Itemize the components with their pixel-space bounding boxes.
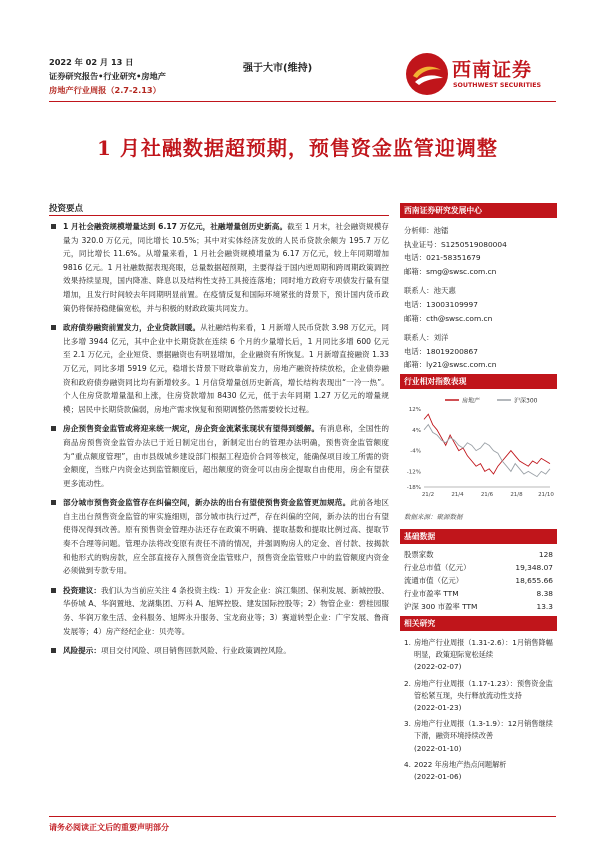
item-date: (2022-01-06) — [414, 772, 462, 782]
item-date: (2022-01-10) — [414, 743, 462, 753]
paragraph-lead: 政府债券融资前置发力，企业贷款回暖。 — [63, 323, 201, 333]
data-key: 流通市值（亿元） — [404, 576, 464, 585]
paragraph — [49, 584, 389, 638]
header-meta — [49, 55, 166, 97]
paragraph-body: 项目交付风险、项目销售回款风险、行业政策调控风险。 — [100, 646, 291, 656]
legend-label: 沪深300 — [514, 397, 538, 405]
paragraph-lead: 部分城市预售资金监管存在纠偏空间，新办法的出台有望使预售资金监管更加规范。 — [63, 498, 351, 508]
x-tick-label: 21/6 — [480, 492, 494, 498]
related-item[interactable] — [404, 637, 553, 674]
analyst-line: 分析师：池镭 — [404, 226, 449, 235]
rating: 强于大市(维持) — [243, 63, 313, 74]
y-tick-label: -4% — [410, 448, 421, 455]
bullet-icon — [51, 588, 56, 593]
page-title: 1 月社融数据超预期，预售资金监管迎调整 — [97, 136, 498, 160]
item-title: 2022 年房地产热点问题解析 — [414, 759, 507, 769]
item-number: 2. — [404, 678, 411, 688]
item-date: (2022-01-23) — [414, 703, 462, 713]
report-series: 房地产行业周报（2.7-2.13） — [49, 85, 161, 95]
data-key: 行业市盈率 TTM — [404, 589, 459, 598]
x-tick-label: 21/4 — [451, 492, 464, 498]
perf-chart — [400, 391, 557, 506]
y-tick-label: 4% — [412, 427, 421, 434]
data-value: 18,655.66 — [515, 576, 553, 585]
related-item[interactable] — [404, 759, 553, 783]
paragraph-body: 有消息称，全国性的商品房预售资金监管办法已于近日制定出台，新制定出台的管理办法明确，预售资金监管额度为“重点额度管理”，由市县级城乡建设部门根据工程造价合同等核定，能确保项目竣工所需的资金额度，当账户内资金达到监管额度后，超出额度的资金可以由房企提取自由使用，房企有望获更多流动性。 — [63, 424, 390, 488]
data-value: 13.3 — [536, 602, 553, 611]
data-row — [400, 587, 557, 600]
related-item[interactable] — [404, 678, 553, 715]
company-logo — [405, 52, 555, 96]
analyst-heading: 西南证券研究发展中心 — [400, 203, 557, 218]
analyst-line: 联系人：刘洋 — [404, 333, 449, 343]
item-date: (2022-02-07) — [414, 662, 462, 672]
data-row — [400, 574, 557, 587]
data-value: 19,348.07 — [515, 563, 553, 572]
data-key: 行业总市值（亿元） — [404, 563, 471, 572]
item-number: 1. — [404, 638, 411, 647]
analyst-email[interactable]: 邮箱：cth@swsc.com.cn — [404, 313, 493, 323]
footer-rule — [49, 816, 556, 817]
paragraph — [49, 220, 389, 315]
logo-text: 西南证券 — [452, 59, 533, 81]
item-number: 4. — [404, 759, 411, 769]
x-tick-label: 21/8 — [510, 492, 523, 498]
paragraph-body: 截至 1 月末，社会融资规模存量为 320.0 万亿元，同比增长 10.5%；其中对实体经济发放的人民币贷款余额为 195.7 万亿元，同比增长 11.6%。从增量来看，1 月社会融资规模增量为 6.17 万亿元，较上年同期增加 9816 亿元。1 月社融数据表现亮眼，总量数据超预期，主要得益于国内逆周期和跨周期政策调控效果持续显现，国内降准、降息以及结构性支持工具接连落地；同时地方政府专项债发行量有望增加，且发行时间较去年同期明显前置。在疫情反复和国际环境紧张的背景下，预计国内货币政策仍将保持稳健偏宽松，并与积极的财政政策共同发力。 — [63, 222, 389, 313]
x-tick-label: 21/10 — [538, 492, 554, 498]
y-tick-label: -18% — [406, 485, 421, 491]
analyst-line: 电话：021-58351679 — [404, 253, 481, 263]
paragraph-body: 我们认为当前应关注 4 条投资主线：1）开发企业：滨江集团、保利发展、新城控股、华侨城 A、华润置地、龙湖集团、万科 A、旭辉控股、建发国际控股等；2）物管企业：碧桂园服务、华润万象生活、金科服务、旭辉永升服务、宝龙商业等；3）赛道转型企业：广宇发展、鲁商发展等；4）房产经纪企业：贝壳等。 — [63, 585, 389, 636]
analyst-line: 执业证号：S1250519080004 — [404, 239, 507, 249]
y-tick-label: 12% — [408, 407, 421, 413]
data-value: 8.38 — [536, 589, 553, 598]
basic-data-panel — [400, 529, 557, 613]
data-row — [400, 548, 557, 561]
chart-source: 数据来源：聚源数据 — [404, 513, 463, 521]
paragraph-body: 此前各地区自主出台预售资金监管的审实施细则，部分城市执行过严，存在纠偏的空间，新办法的出台有望使得况得到改善。原有预售资金管理办法还存在政策不明确、提取基数和提取比例过高、提取节奏不合理等问题。管理办法将改变原有责任不清的情况，并强调购房人的定金、首付款、按揭款和他形式的购房款，应全部直接存入预售资金监管账户，预售资金监管账户中的监管额度内资金必须做到专款专用。 — [63, 498, 390, 576]
item-title: 房地产行业周报（1.17-1.23）：预售资金监管松紧互现，央行释放流动性支持 — [414, 678, 553, 700]
series-line — [424, 425, 550, 477]
analyst-email[interactable]: 邮箱：smg@swsc.com.cn — [404, 266, 497, 276]
x-tick-label: 21/2 — [421, 492, 435, 498]
item-number: 3. — [404, 719, 411, 729]
analyst-panel — [400, 203, 557, 372]
analyst-email[interactable]: 邮箱：ly21@swsc.com.cn — [404, 360, 497, 370]
section-rule — [49, 215, 389, 216]
logo-icon — [405, 52, 449, 96]
report-date: 2022 年 02 月 13 日 — [49, 57, 134, 67]
perf-panel — [400, 374, 557, 389]
data-key: 沪深 300 市盈率 TTM — [404, 602, 478, 611]
data-row — [400, 600, 557, 613]
paragraph — [49, 321, 389, 416]
paragraph-lead: 风险提示： — [63, 646, 101, 656]
basic-data-heading: 基础数据 — [400, 529, 557, 544]
perf-heading: 行业相对指数表现 — [400, 374, 557, 389]
bullet-icon — [51, 224, 56, 229]
paragraph-lead: 房企预售资金监管或将迎来统一规定，房企资金流紧张现状有望得到缓解。 — [63, 424, 320, 434]
bullet-icon — [51, 648, 56, 653]
line-chart — [400, 391, 557, 506]
paragraph-lead: 投资建议： — [63, 585, 101, 595]
data-key: 股票家数 — [404, 550, 434, 559]
logo-text-en: SOUTHWEST SECURITIES — [453, 82, 542, 89]
data-value: 128 — [538, 550, 553, 559]
paragraph — [49, 422, 389, 490]
legend-label: 房地产 — [462, 397, 481, 405]
analyst-line: 电话：13003109997 — [404, 299, 478, 309]
related-item[interactable] — [404, 718, 553, 755]
item-title: 房地产行业周报（1.31-2.6）：1月销售降幅明显，政策迎际宽松延续 — [414, 638, 553, 660]
paragraph — [49, 496, 389, 578]
footer-disclaimer[interactable]: 请务必阅读正文后的重要声明部分 — [49, 823, 169, 832]
paragraph-body: 从社融结构来看，1 月新增人民币贷款 3.98 万亿元，同比多增 3944 亿元，其中企业中长期贷款在连续 6 个月的少量增长后，1 月同比多增 600 亿元至 2.1 万亿元，企业短贷、票据融资也有明显增加，企业融资有所恢复。1 月新增直接融资 1.33 万亿元，同比多增 5919 亿元，稳增长背景下财政靠前发力，房地产融资持续放松，企业债券融资和政府债券融资同比均有新增较多。1 月信贷增量创历史新高，增长结构表现出“一冷一热”。个人住房贷款增量温和上涨，住房贷款增加 8430 亿元，低于去年同期 1.27 万亿元的增量规模；居民中长期贷款偏弱，房地产需求恢复和预期调整仍然需要较长过程。 — [63, 323, 389, 414]
related-heading: 相关研究 — [400, 616, 557, 631]
related-panel — [400, 616, 557, 787]
bullet-icon — [51, 426, 56, 431]
section-heading: 投资要点 — [49, 204, 84, 214]
analyst-list — [400, 218, 557, 372]
analyst-line: 电话：18019200867 — [404, 346, 478, 356]
main-content — [49, 220, 389, 664]
item-title: 房地产行业周报（1.3-1.9）：12月销售继续下滑，融资环境持续改善 — [414, 719, 553, 741]
y-tick-label: -12% — [406, 469, 421, 476]
analyst-line: 联系人：池天惠 — [404, 286, 456, 296]
report-category: 证券研究报告•行业研究•房地产 — [49, 71, 166, 81]
paragraph-lead: 1 月社会融资规模增量达到 6.17 万亿元，社融增量创历史新高。 — [63, 222, 288, 231]
data-row — [400, 561, 557, 574]
paragraph — [49, 644, 389, 658]
header-rule — [49, 101, 556, 102]
bullet-icon — [51, 500, 56, 505]
bullet-icon — [51, 325, 56, 330]
